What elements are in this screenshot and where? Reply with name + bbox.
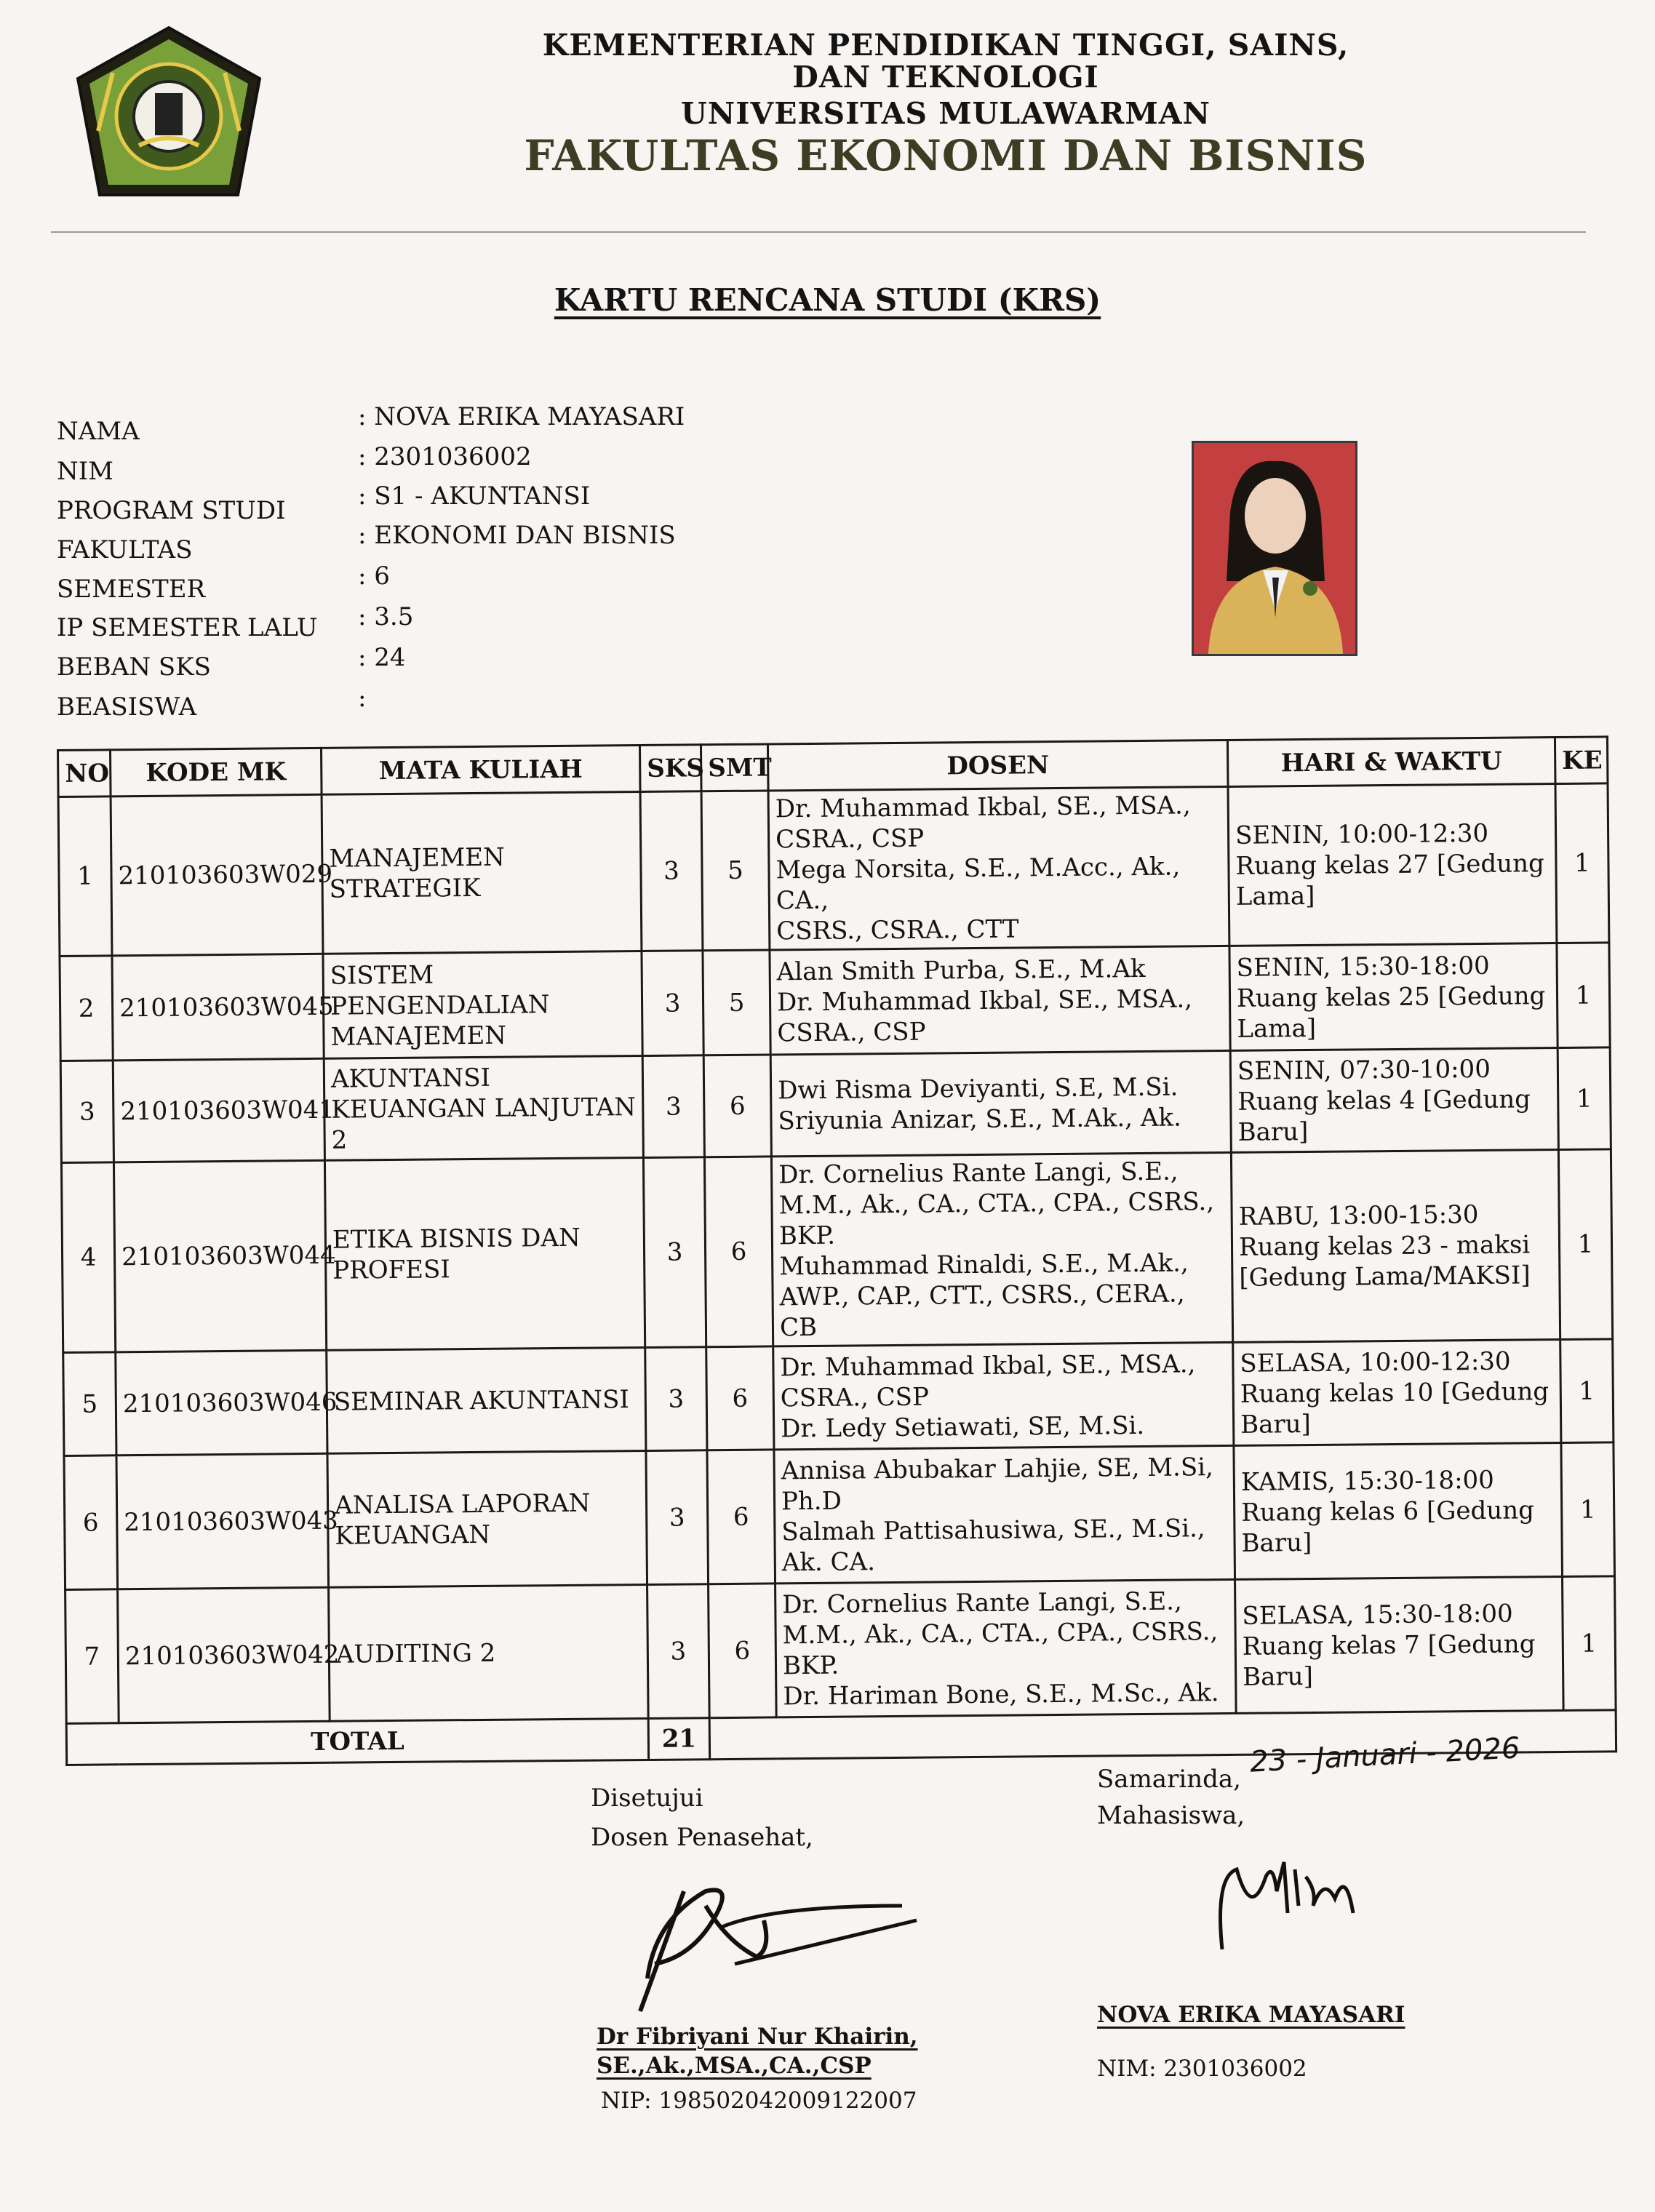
cell-ke: 1 bbox=[1555, 783, 1609, 943]
course-table bbox=[57, 735, 1615, 1766]
cell-hari-waktu: SELASA, 15:30-18:00 Ruang kelas 7 [Gedung Baru] bbox=[1235, 1576, 1564, 1713]
cell-kode: 210103603W043 bbox=[116, 1453, 329, 1589]
cell-hari-waktu: KAMIS, 15:30-18:00 Ruang kelas 6 [Gedung Baru] bbox=[1234, 1442, 1563, 1579]
cell-smt: 6 bbox=[706, 1346, 774, 1450]
cell-no: 7 bbox=[65, 1589, 119, 1724]
col-header-mata-kuliah: MATA KULIAH bbox=[321, 746, 640, 795]
cell-dosen: Dwi Risma Deviyanti, S.E, M.Si. Sriyunia Anizar, S.E., M.Ak., Ak. bbox=[770, 1050, 1231, 1157]
table-row bbox=[58, 783, 1609, 957]
info-value: : 3.5 bbox=[358, 602, 414, 631]
cell-sks: 3 bbox=[646, 1450, 709, 1585]
university-name: UNIVERSITAS MULAWARMAN bbox=[680, 96, 1211, 131]
cell-sks: 3 bbox=[647, 1584, 710, 1719]
col-header-no: NO bbox=[58, 750, 111, 797]
student-signature bbox=[1208, 1848, 1382, 1957]
cell-dosen: Alan Smith Purba, S.E., M.Ak Dr. Muhammad Ikbal, SE., MSA., CSRA., CSP bbox=[770, 946, 1230, 1055]
cell-kode: 210103603W046 bbox=[116, 1350, 327, 1456]
info-value: : S1 - AKUNTANSI bbox=[358, 482, 591, 511]
cell-dosen: Dr. Cornelius Rante Langi, S.E., M.M., Ak., CA., CTA., CPA., CSRS., BKP. Dr. Hariman Bone, S.E., M.Sc., Ak. bbox=[775, 1579, 1237, 1717]
student-signature-name: NOVA ERIKA MAYASARI bbox=[1097, 2002, 1405, 2028]
cell-mata-kuliah: AUDITING 2 bbox=[329, 1584, 649, 1721]
advisor-name-line2: SE.,Ak.,MSA.,CA.,CSP bbox=[597, 2053, 872, 2079]
info-value: : 6 bbox=[358, 562, 390, 591]
info-label: PROGRAM STUDI bbox=[57, 496, 286, 525]
cell-no: 4 bbox=[61, 1162, 115, 1353]
student-role: Mahasiswa, bbox=[1097, 1801, 1245, 1830]
info-value: : bbox=[358, 684, 367, 713]
cell-dosen: Dr. Cornelius Rante Langi, S.E., M.M., Ak., CA., CTA., CPA., CSRS., BKP. Muhammad Rinaldi, S.E., M.Ak., AWP., CAP., CTT., CSRS., CERA., CB bbox=[771, 1152, 1232, 1346]
table-row bbox=[60, 1047, 1611, 1163]
cell-sks: 3 bbox=[640, 791, 703, 951]
cell-mata-kuliah: ANALISA LAPORAN KEUANGAN bbox=[327, 1450, 647, 1587]
cell-mata-kuliah: MANAJEMEN STRATEGIK bbox=[322, 792, 642, 954]
advisor-name-line1: Dr Fibriyani Nur Khairin, bbox=[597, 2024, 918, 2050]
document-title: KARTU RENCANA STUDI (KRS) bbox=[554, 282, 1101, 318]
student-nim: NIM: 2301036002 bbox=[1097, 2056, 1307, 2082]
col-header-hari-waktu: HARI & WAKTU bbox=[1227, 738, 1555, 787]
total-label: TOTAL bbox=[66, 1718, 648, 1765]
faculty-name: FAKULTAS EKONOMI DAN BISNIS bbox=[524, 131, 1368, 180]
cell-no: 5 bbox=[63, 1352, 116, 1456]
cell-kode: 210103603W029 bbox=[111, 794, 323, 956]
cell-no: 2 bbox=[60, 956, 113, 1061]
cell-sks: 3 bbox=[643, 1157, 706, 1348]
cell-no: 6 bbox=[64, 1456, 118, 1590]
cell-sks: 3 bbox=[642, 1055, 704, 1158]
cell-ke: 1 bbox=[1558, 1047, 1611, 1150]
approved-label: Disetujui bbox=[591, 1784, 703, 1813]
total-sks: 21 bbox=[648, 1718, 709, 1760]
info-label: SEMESTER bbox=[57, 575, 206, 604]
col-header-sks: SKS bbox=[639, 745, 701, 792]
cell-kode: 210103603W045 bbox=[112, 954, 324, 1061]
university-seal-icon bbox=[69, 22, 269, 211]
table-row bbox=[63, 1339, 1614, 1456]
cell-kode: 210103603W041 bbox=[113, 1058, 324, 1162]
info-value: : EKONOMI DAN BISNIS bbox=[358, 521, 676, 550]
cell-no: 1 bbox=[58, 796, 112, 957]
cell-mata-kuliah: SEMINAR AKUNTANSI bbox=[327, 1347, 646, 1453]
cell-hari-waktu: RABU, 13:00-15:30 Ruang kelas 23 - maksi [Gedung Lama/MAKSI] bbox=[1231, 1150, 1560, 1343]
cell-ke: 1 bbox=[1561, 1442, 1615, 1577]
cell-smt: 6 bbox=[703, 1055, 771, 1157]
ministry-name-line1: KEMENTERIAN PENDIDIKAN TINGGI, SAINS, bbox=[542, 28, 1349, 63]
cell-kode: 210103603W044 bbox=[113, 1160, 326, 1352]
info-value: : 24 bbox=[358, 643, 406, 672]
place-label: Samarinda, bbox=[1097, 1765, 1241, 1794]
col-header-dosen: DOSEN bbox=[767, 740, 1228, 791]
cell-no: 3 bbox=[60, 1061, 113, 1163]
date-handwritten: 23 - Januari - 2026 bbox=[1249, 1731, 1521, 1779]
cell-smt: 6 bbox=[707, 1450, 775, 1584]
cell-ke: 1 bbox=[1557, 943, 1610, 1048]
info-label: NIM bbox=[57, 457, 113, 486]
cell-smt: 5 bbox=[701, 791, 770, 951]
ministry-name-line2: DAN TEKNOLOGI bbox=[792, 60, 1099, 95]
col-header-smt: SMT bbox=[701, 744, 768, 791]
table-row bbox=[65, 1576, 1616, 1724]
cell-sks: 3 bbox=[642, 951, 703, 1056]
cell-dosen: Dr. Muhammad Ikbal, SE., MSA., CSRA., CSP Mega Norsita, S.E., M.Acc., Ak., CA., CSRS., CSRA., CTT bbox=[768, 786, 1229, 950]
col-header-kode: KODE MK bbox=[111, 748, 322, 796]
student-photo bbox=[1192, 441, 1357, 656]
info-label: BEBAN SKS bbox=[57, 652, 211, 682]
cell-ke: 1 bbox=[1563, 1576, 1616, 1711]
col-header-ke: KE bbox=[1555, 737, 1608, 784]
advisor-signature bbox=[626, 1877, 931, 2022]
cell-dosen: Annisa Abubakar Lahjie, SE, M.Si, Ph.D Salmah Pattisahusiwa, SE., M.Si., Ak. CA. bbox=[774, 1445, 1235, 1584]
cell-smt: 6 bbox=[704, 1157, 773, 1347]
table-row bbox=[60, 943, 1610, 1061]
cell-hari-waktu: SENIN, 07:30-10:00 Ruang kelas 4 [Gedung Baru] bbox=[1230, 1048, 1558, 1153]
info-label: IP SEMESTER LALU bbox=[57, 613, 318, 642]
cell-dosen: Dr. Muhammad Ikbal, SE., MSA., CSRA., CSP Dr. Ledy Setiawati, SE, M.Si. bbox=[773, 1342, 1234, 1450]
cell-sks: 3 bbox=[645, 1347, 707, 1451]
cell-mata-kuliah: SISTEM PENGENDALIAN MANAJEMEN bbox=[323, 951, 642, 1058]
cell-smt: 6 bbox=[709, 1584, 777, 1718]
info-label: FAKULTAS bbox=[57, 535, 193, 564]
advisor-role: Dosen Penasehat, bbox=[591, 1823, 813, 1852]
cell-mata-kuliah: AKUNTANSI KEUANGAN LANJUTAN 2 bbox=[324, 1055, 643, 1160]
cell-hari-waktu: SENIN, 15:30-18:00 Ruang kelas 25 [Gedung Lama] bbox=[1229, 943, 1558, 1051]
table-row bbox=[64, 1442, 1615, 1590]
cell-smt: 5 bbox=[703, 950, 770, 1055]
info-value: : 2301036002 bbox=[358, 442, 532, 471]
info-label: BEASISWA bbox=[57, 692, 197, 722]
cell-hari-waktu: SELASA, 10:00-12:30 Ruang kelas 10 [Gedung Baru] bbox=[1233, 1339, 1561, 1445]
cell-ke: 1 bbox=[1560, 1339, 1614, 1443]
cell-hari-waktu: SENIN, 10:00-12:30 Ruang kelas 27 [Gedung Lama] bbox=[1228, 784, 1557, 946]
header-divider bbox=[51, 231, 1586, 233]
cell-ke: 1 bbox=[1558, 1149, 1612, 1340]
cell-kode: 210103603W042 bbox=[118, 1587, 330, 1723]
info-value: : NOVA ERIKA MAYASARI bbox=[358, 402, 685, 431]
table-row bbox=[61, 1149, 1612, 1353]
info-label: NAMA bbox=[57, 417, 140, 446]
advisor-nip: NIP: 198502042009122007 bbox=[601, 2088, 917, 2114]
cell-mata-kuliah: ETIKA BISNIS DAN PROFESI bbox=[324, 1157, 645, 1350]
